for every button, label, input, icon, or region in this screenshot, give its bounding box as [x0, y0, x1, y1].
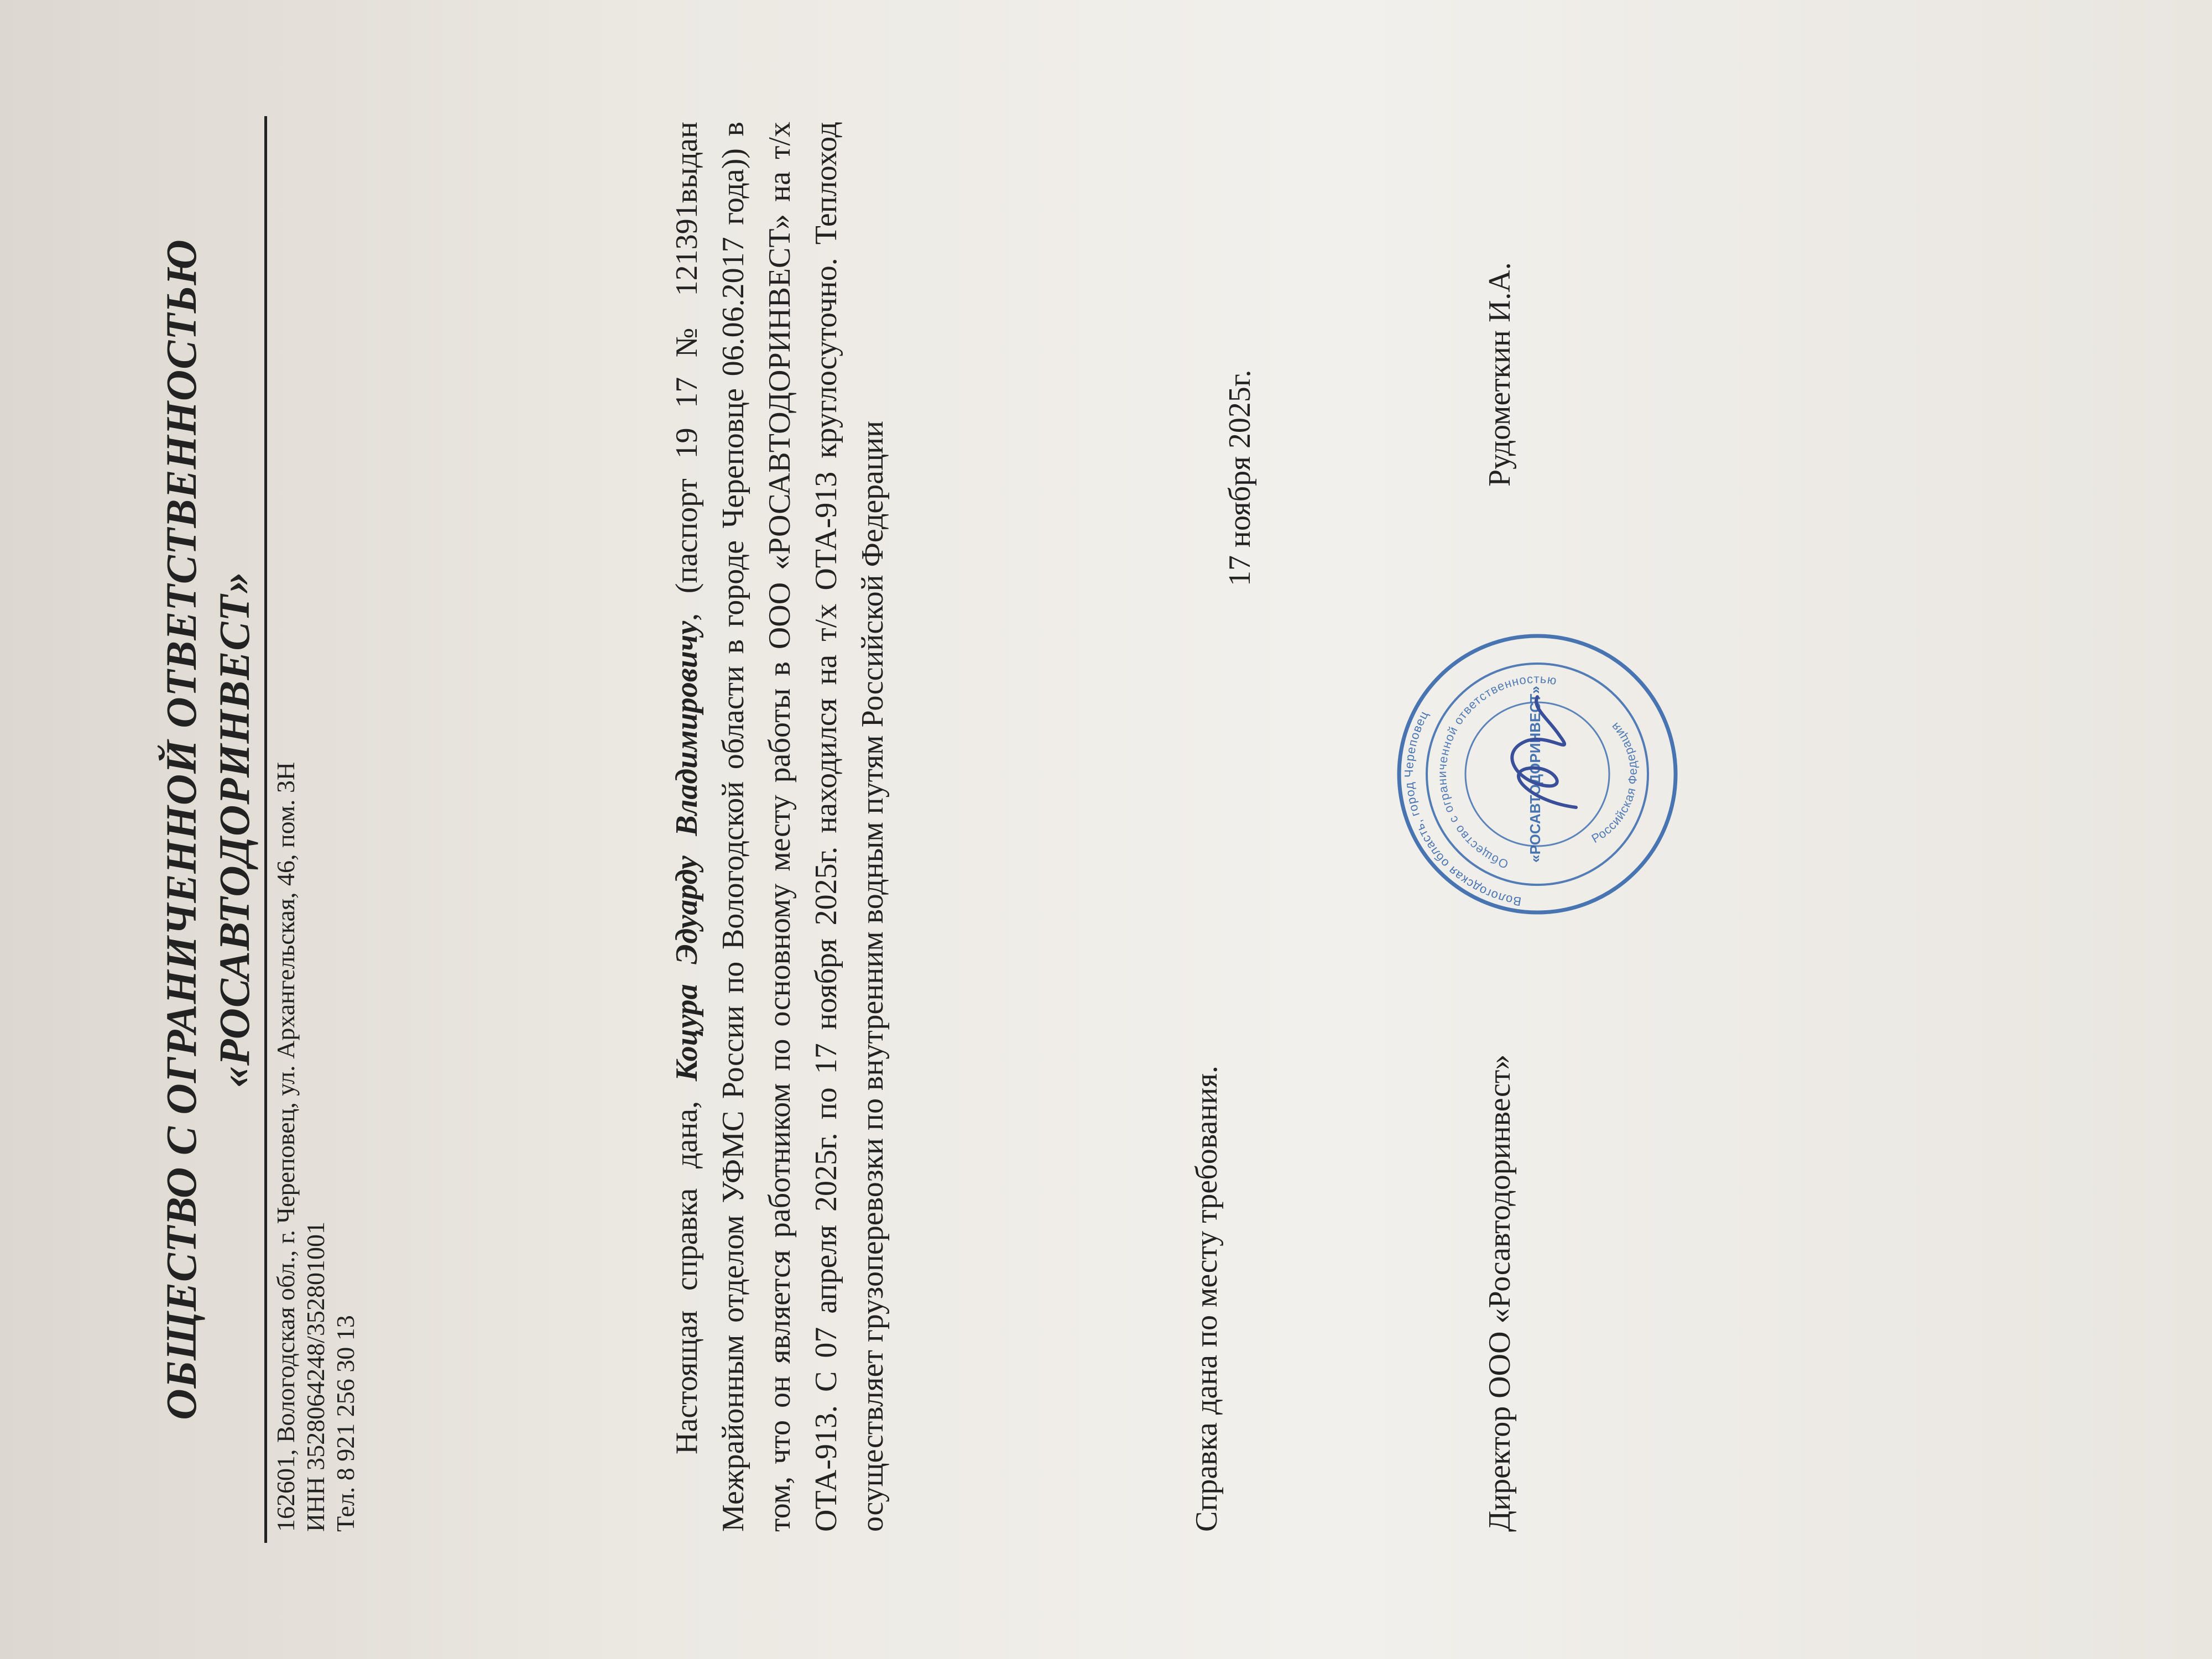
contact-address: 162601, Вологодская обл., г. Череповец, ул. Архангельская, 46, пом. 3Н [272, 761, 300, 1532]
company-header-line1: ОБЩЕСТВО С ОГРАНИЧЕННОЙ ОТВЕТСТВЕННОСТЬЮ [157, 239, 205, 1420]
seal-inner-text: Общество с ограниченной ответственностью [1434, 671, 1558, 872]
contact-phone: Тел. 8 921 256 30 13 [331, 1315, 359, 1532]
body-text: , (паспорт 19 17 № 121391выдан Межрайонным отделом УФМС России по Вологодской области в городе Череповце 06.06.2017 года)) в том, что он является работником по основному месту работы в ООО «РОСАВТОДОРИНВЕСТ» на т/х ОТА-913. С 07 апреля 2025г. по 17 ноября 2025г. находился на т/х ОТА-913 круглосуточно. Теплоход осуществляет грузоперевозки по внутренним водным путям Российской Федерации [670, 121, 890, 1532]
requirement-line: Справка дана по месту требования. [1190, 1065, 1224, 1532]
company-header [155, 111, 261, 1548]
body-lead: Настоящая справка дана, [670, 1100, 704, 1454]
signatory-name: Рудометкин И.А. [1483, 262, 1517, 487]
seal-bottom-text: Российская Федерация [1589, 719, 1640, 846]
seal-center-text: «РОСАВТОДОРИНВЕСТ» [1527, 686, 1543, 863]
seal-outer-text: Вологодская область, город Череповец [1401, 708, 1522, 909]
contact-inn: ИНН 3528064248/352801001 [301, 1222, 330, 1532]
certificate-body [664, 122, 896, 1532]
signature-scribble [1512, 697, 1576, 807]
svg-text:Российская Федерация [1589, 719, 1640, 846]
contact-block [271, 205, 361, 1532]
signatory-position: Директор ООО «Росавтодоринвест» [1483, 1054, 1517, 1532]
issue-date: 17 ноября 2025г. [1223, 369, 1257, 586]
company-header-line2: «РОСАВТОДОРИНВЕСТ» [210, 571, 258, 1088]
company-seal [1394, 630, 1681, 918]
employee-name: Коцура Эдуарду Владимировичу [670, 620, 704, 1082]
header-divider [264, 116, 267, 1543]
